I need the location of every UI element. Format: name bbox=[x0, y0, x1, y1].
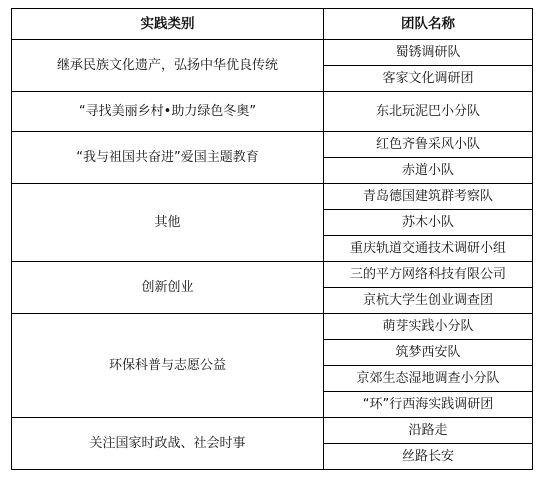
category-cell: “我与祖国共奋进”爱国主题教育 bbox=[12, 132, 324, 184]
table-row bbox=[12, 92, 533, 132]
team-cell: 京郊生态湿地调查小分队 bbox=[324, 366, 533, 392]
category-cell: 继承民族文化遗产，弘扬中华优良传统 bbox=[12, 40, 324, 92]
team-cell: 赤道小队 bbox=[324, 158, 533, 184]
table-row bbox=[12, 184, 533, 210]
team-cell: 萌芽实践小分队 bbox=[324, 314, 533, 340]
category-cell: “寻找美丽乡村•助力绿色冬奥” bbox=[12, 92, 324, 132]
team-cell: 京杭大学生创业调查团 bbox=[324, 288, 533, 314]
team-cell: 筑梦西安队 bbox=[324, 340, 533, 366]
category-cell: 环保科普与志愿公益 bbox=[12, 314, 324, 418]
table-row bbox=[12, 132, 533, 158]
team-cell: 客家文化调研团 bbox=[324, 66, 533, 92]
category-cell: 其他 bbox=[12, 184, 324, 262]
team-cell: 沿路走 bbox=[324, 418, 533, 444]
practice-team-table bbox=[11, 8, 533, 470]
category-cell: 创新创业 bbox=[12, 262, 324, 314]
team-cell: 红色齐鲁采风小队 bbox=[324, 132, 533, 158]
table-row bbox=[12, 262, 533, 288]
team-cell: 三的平方网络科技有限公司 bbox=[324, 262, 533, 288]
team-cell: 青岛德国建筑群考察队 bbox=[324, 184, 533, 210]
team-cell: 苏木小队 bbox=[324, 210, 533, 236]
team-cell: 重庆轨道交通技术调研小组 bbox=[324, 236, 533, 262]
table-row bbox=[12, 314, 533, 340]
team-cell: “环”行西海实践调研团 bbox=[324, 392, 533, 418]
table-row bbox=[12, 418, 533, 444]
table-row bbox=[12, 40, 533, 66]
header-row bbox=[12, 9, 533, 40]
team-cell: 丝路长安 bbox=[324, 444, 533, 470]
team-cell: 东北玩泥巴小分队 bbox=[324, 92, 533, 132]
category-column-header: 实践类别 bbox=[12, 9, 324, 40]
team-column-header: 团队名称 bbox=[324, 9, 533, 40]
category-cell: 关注国家时政战、社会时事 bbox=[12, 418, 324, 470]
team-cell: 蜀锈调研队 bbox=[324, 40, 533, 66]
